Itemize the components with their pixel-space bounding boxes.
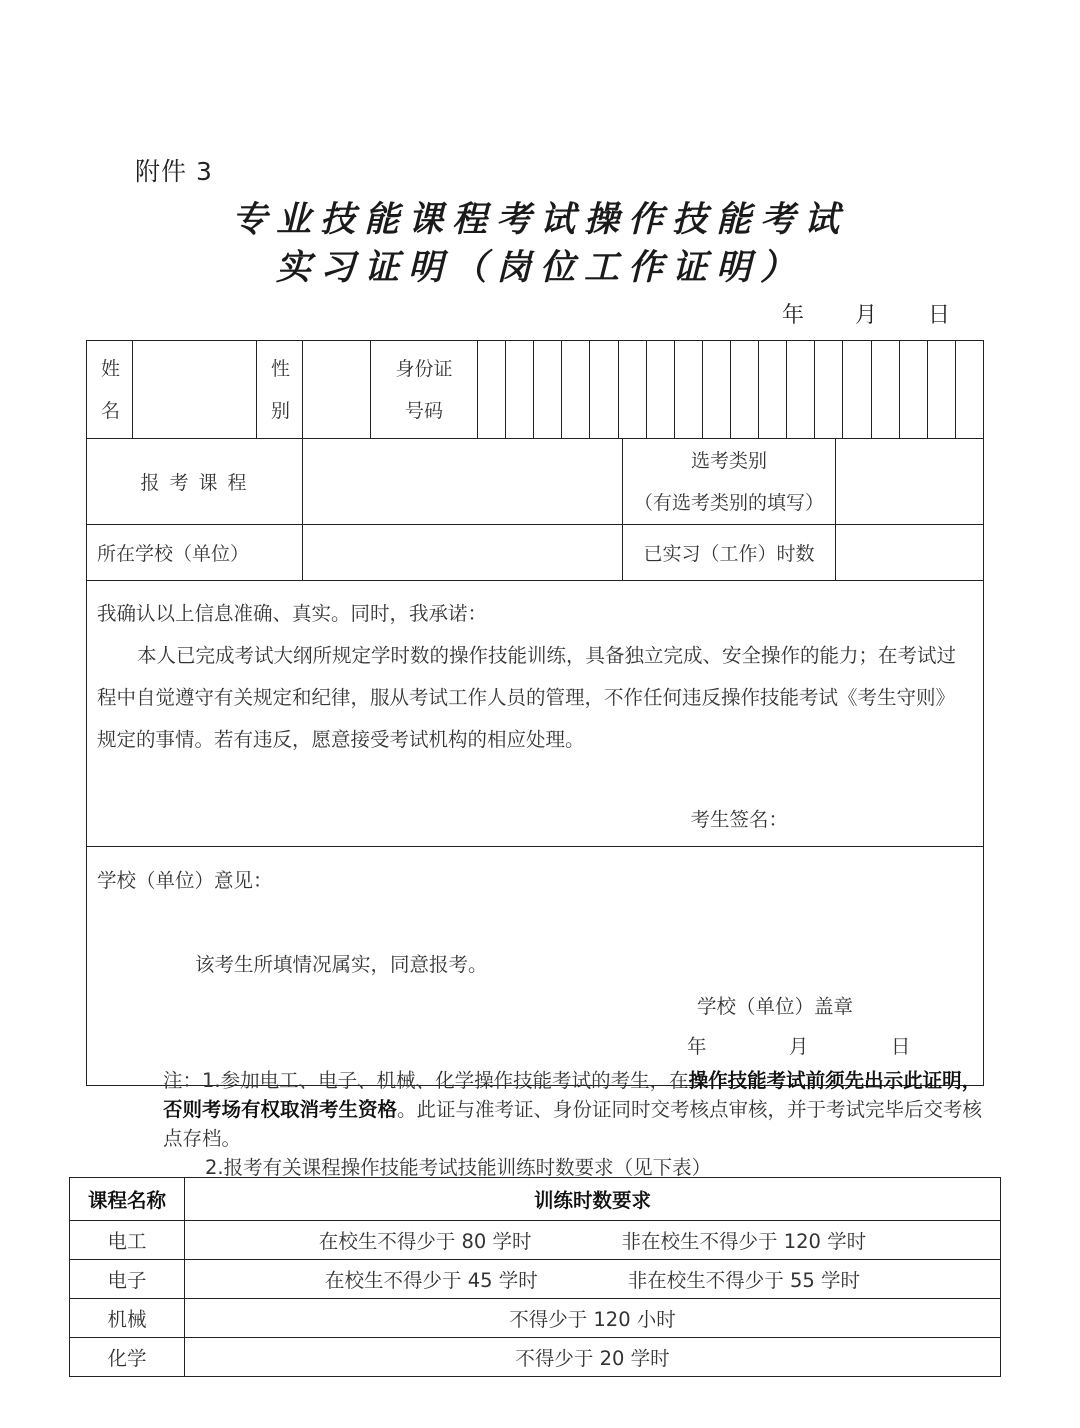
category-label-line1: 选考类别 xyxy=(690,449,767,472)
id-digit-box[interactable] xyxy=(478,341,505,438)
id-digit-box[interactable] xyxy=(758,341,786,438)
internship-hours-label: 已实习（工作）时数 xyxy=(623,525,836,581)
id-digit-box[interactable] xyxy=(955,341,983,438)
training-hours-table xyxy=(69,1177,1001,1377)
hours-requirement-a: 在校生不得少于 80 学时 xyxy=(318,1230,532,1253)
gender-field[interactable] xyxy=(303,341,371,439)
document-title-line1: 专业技能课程考试操作技能考试 xyxy=(231,199,848,240)
hours-requirement: 不得少于 20 学时 xyxy=(185,1338,1001,1377)
table-row xyxy=(70,1338,1001,1377)
header-date-month: 月 xyxy=(854,303,877,328)
course-name: 机械 xyxy=(70,1299,185,1338)
course-field[interactable] xyxy=(303,439,623,525)
id-digit-box[interactable] xyxy=(814,341,842,438)
note-1-prefix: 注：1.参加电工、电子、机械、化学操作技能考试的考生，在 xyxy=(163,1069,689,1092)
note-1 xyxy=(163,1066,983,1153)
id-digit-box[interactable] xyxy=(561,341,589,438)
school-opinion-text: 该考生所填情况属实，同意报考。 xyxy=(195,953,488,976)
header-date xyxy=(738,298,950,329)
id-digit-box[interactable] xyxy=(899,341,927,438)
id-digit-box[interactable] xyxy=(589,341,617,438)
course-name: 化学 xyxy=(70,1338,185,1377)
category-label-line2: （有选考类别的填写） xyxy=(633,491,824,514)
candidate-signature-label: 考生签名： xyxy=(690,808,788,831)
id-digit-box[interactable] xyxy=(618,341,646,438)
name-label-char2: 名 xyxy=(101,399,121,422)
name-field[interactable] xyxy=(133,341,257,439)
gender-label-char2: 别 xyxy=(271,399,291,422)
course-label: 报 考 课 程 xyxy=(87,439,303,525)
gender-label-char1: 性 xyxy=(271,357,291,380)
name-label xyxy=(87,341,133,439)
hours-requirement: 不得少于 120 小时 xyxy=(185,1299,1001,1338)
id-digit-box[interactable] xyxy=(730,341,758,438)
certificate-form xyxy=(86,340,984,1086)
col-hours-header: 训练时数要求 xyxy=(185,1178,1001,1221)
header-date-year: 年 xyxy=(781,303,804,328)
id-number-field[interactable] xyxy=(478,341,984,439)
table-row xyxy=(70,1260,1001,1299)
note-2: 2.报考有关课程操作技能考试技能训练时数要求（见下表） xyxy=(205,1156,712,1179)
id-digit-box[interactable] xyxy=(646,341,674,438)
category-field[interactable] xyxy=(836,439,984,525)
hours-requirement-a: 在校生不得少于 45 学时 xyxy=(325,1269,538,1292)
course-name: 电工 xyxy=(70,1221,185,1260)
id-digit-box[interactable] xyxy=(674,341,702,438)
col-course-header: 课程名称 xyxy=(70,1178,185,1221)
table-row xyxy=(70,1299,1001,1338)
table-header-row xyxy=(70,1178,1001,1221)
pledge-paragraph: 本人已完成考试大纲所规定学时数的操作技能训练，具备独立完成、安全操作的能力；在考试过程中自觉遵守有关规定和纪律，服从考试工作人员的管理，不作任何违反操作技能考试《考生守则》规定的事情。若有违反，愿意接受考试机构的相应处理。 xyxy=(97,644,957,751)
id-digit-box[interactable] xyxy=(871,341,899,438)
course-name: 电子 xyxy=(70,1260,185,1299)
school-date-month: 月 xyxy=(788,1035,809,1058)
school-date-day: 日 xyxy=(890,1035,911,1058)
note-1-bold: 操作技能考试前须先出示此证明，否则考场有权取消考生资格 xyxy=(163,1069,982,1121)
id-digit-box[interactable] xyxy=(842,341,870,438)
hours-requirement xyxy=(185,1260,1001,1299)
id-digit-box[interactable] xyxy=(927,341,955,438)
id-digit-box[interactable] xyxy=(702,341,730,438)
table-row xyxy=(70,1221,1001,1260)
attachment-label: 附件 3 xyxy=(135,157,213,186)
header-date-day: 日 xyxy=(927,303,950,328)
hours-requirement-b: 非在校生不得少于 120 学时 xyxy=(621,1230,867,1253)
notes xyxy=(163,1066,983,1182)
id-number-label-line2: 号码 xyxy=(404,399,443,422)
school-date-year: 年 xyxy=(687,1035,707,1058)
document-title-line2: 实习证明（岗位工作证明） xyxy=(275,247,804,288)
school-stamp-label: 学校（单位）盖章 xyxy=(697,995,854,1018)
school-opinion-section xyxy=(87,847,984,1086)
id-digit-box[interactable] xyxy=(786,341,814,438)
gender-label xyxy=(257,341,303,439)
name-label-char1: 姓 xyxy=(101,357,121,380)
id-digit-box[interactable] xyxy=(505,341,533,438)
school-field[interactable] xyxy=(303,525,623,581)
id-number-label-line1: 身份证 xyxy=(395,357,453,380)
id-digit-box[interactable] xyxy=(533,341,561,438)
school-date xyxy=(97,1027,973,1067)
note-1-suffix: 。此证与准考证、身份证同时交考核点审核，并于考试完毕后交考核点存档。 xyxy=(163,1098,983,1150)
hours-requirement-b: 非在校生不得少于 55 学时 xyxy=(627,1269,860,1292)
pledge-section xyxy=(87,581,984,847)
category-label xyxy=(623,439,836,525)
internship-hours-field[interactable] xyxy=(836,525,984,581)
id-number-label xyxy=(371,341,478,439)
hours-requirement xyxy=(185,1221,1001,1260)
school-opinion-label: 学校（单位）意见： xyxy=(97,869,273,892)
school-label: 所在学校（单位） xyxy=(87,525,303,581)
pledge-intro: 我确认以上信息准确、真实。同时，我承诺： xyxy=(97,602,488,625)
